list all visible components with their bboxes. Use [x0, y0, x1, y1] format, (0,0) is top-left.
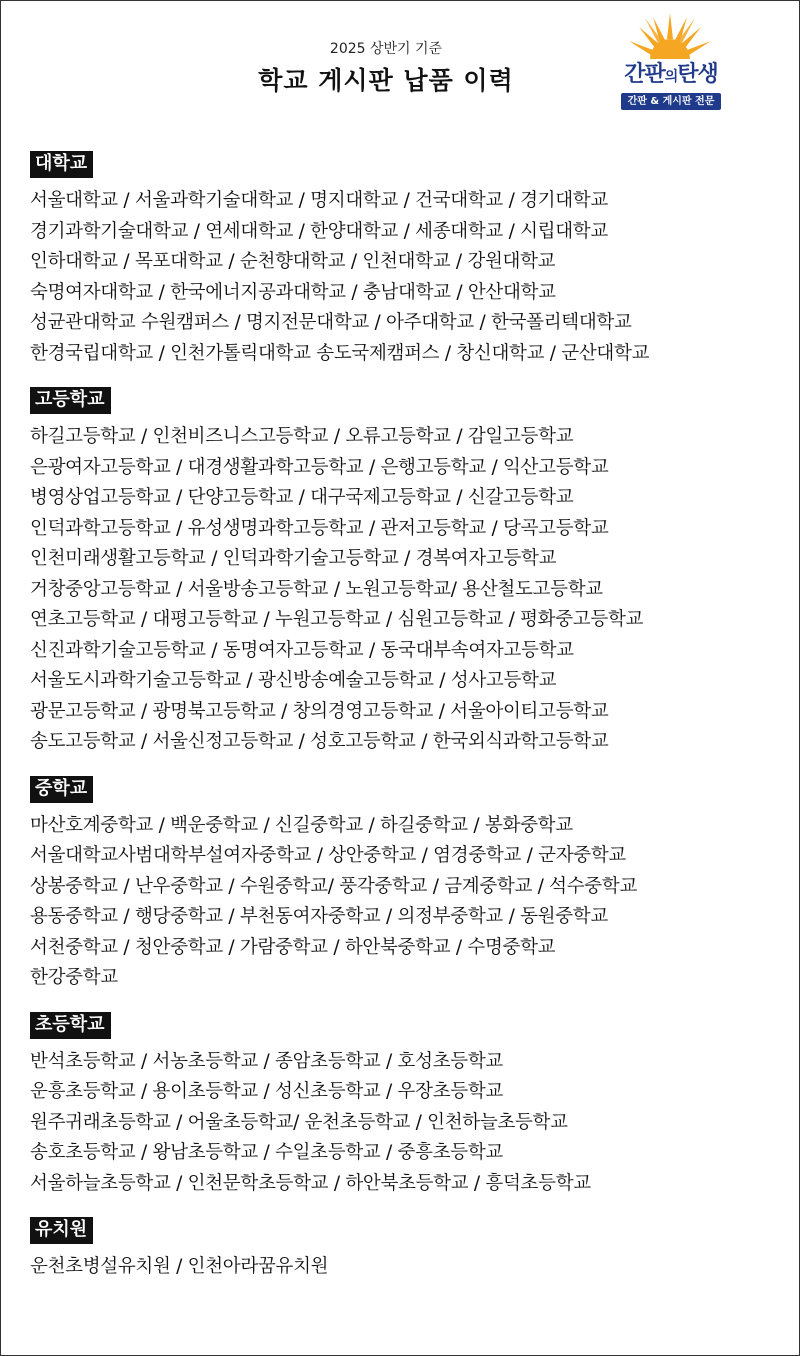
list-item: 인하대학교 / 목포대학교 / 순천향대학교 / 인천대학교 / 강원대학교	[30, 251, 556, 272]
list-item: 송호초등학교 / 왕남초등학교 / 수일초등학교 / 중흥초등학교	[30, 1142, 503, 1163]
list-item: 반석초등학교 / 서농초등학교 / 종암초등학교 / 호성초등학교	[30, 1050, 503, 1072]
list-item: 원주귀래초등학교 / 어울초등학교/ 운천초등학교 / 인천하늘초등학교	[30, 1111, 568, 1133]
list-item: 성균관대학교 수원캠퍼스 / 명지전문대학교 / 아주대학교 / 한국폴리텍대학교	[30, 312, 632, 333]
list-item: 경기과학기술대학교 / 연세대학교 / 한양대학교 / 세종대학교 / 시립대학교	[30, 220, 608, 242]
list-item: 서울대학교사범대학부설여자중학교 / 상안중학교 / 염경중학교 / 군자중학교	[30, 845, 626, 866]
list-item: 인천미래생활고등학교 / 인덕과학기술고등학교 / 경복여자고등학교	[30, 548, 557, 569]
content	[1, 151, 799, 1283]
logo-tagline: 간판 & 게시판 전문	[621, 93, 721, 110]
header	[1, 1, 799, 151]
list-item: 한경국립대학교 / 인천가톨릭대학교 송도국제캠퍼스 / 창신대학교 / 군산대학교	[30, 342, 650, 364]
section-title: 고등학교	[30, 387, 111, 414]
list-item: 송도고등학교 / 서울신정고등학교 / 성호고등학교 / 한국외식과학고등학교	[30, 731, 609, 752]
list-item: 용동중학교 / 행당중학교 / 부천동여자중학교 / 의정부중학교 / 동원중학교	[30, 906, 608, 927]
list-item: 은광여자고등학교 / 대경생활과학고등학교 / 은행고등학교 / 익산고등학교	[30, 456, 609, 478]
list-item: 한강중학교	[30, 967, 118, 988]
list-item: 서울대학교 / 서울과학기술대학교 / 명지대학교 / 건국대학교 / 경기대학교	[30, 190, 608, 211]
list-item: 상봉중학교 / 난우중학교 / 수원중학교/ 풍각중학교 / 금계중학교 / 석수중학교	[30, 875, 638, 897]
list-item: 운천초병설유치원 / 인천아라꿈유치원	[30, 1256, 329, 1277]
list-item: 운흥초등학교 / 용이초등학교 / 성신초등학교 / 우장초등학교	[30, 1081, 503, 1102]
sunburst-icon	[625, 9, 715, 61]
list-item: 서울하늘초등학교 / 인천문학초등학교 / 하안북초등학교 / 흥덕초등학교	[30, 1172, 591, 1194]
section-title: 초등학교	[30, 1012, 111, 1039]
list-item: 광문고등학교 / 광명북고등학교 / 창의경영고등학교 / 서울아이티고등학교	[30, 700, 609, 722]
list-item: 병영상업고등학교 / 단양고등학교 / 대구국제고등학교 / 신갈고등학교	[30, 487, 574, 508]
section-title: 중학교	[30, 776, 93, 803]
list-item: 거창중앙고등학교 / 서울방송고등학교 / 노원고등학교/ 용산철도고등학교	[30, 578, 603, 600]
list-item: 서천중학교 / 청안중학교 / 가람중학교 / 하안북중학교 / 수명중학교	[30, 936, 556, 958]
list-item: 하길고등학교 / 인천비즈니스고등학교 / 오류고등학교 / 감일고등학교	[30, 426, 574, 447]
list-item: 신진과학기술고등학교 / 동명여자고등학교 / 동국대부속여자고등학교	[30, 639, 574, 661]
page-subtitle: 2025 상반기 기준	[329, 41, 443, 57]
list-item: 연초고등학교 / 대평고등학교 / 누원고등학교 / 심원고등학교 / 평화중고등학교	[30, 609, 644, 630]
section-title: 유치원	[30, 1217, 93, 1244]
brand-logo	[611, 9, 731, 114]
section-university	[30, 151, 799, 369]
list-item: 서울도시과학기술고등학교 / 광신방송예술고등학교 / 성사고등학교	[30, 670, 557, 691]
page-title: 학교 게시판 납품 이력	[258, 66, 514, 95]
list-item: 인덕과학고등학교 / 유성생명과학고등학교 / 관저고등학교 / 당곡고등학교	[30, 517, 609, 539]
list-item: 마산호계중학교 / 백운중학교 / 신길중학교 / 하길중학교 / 봉화중학교	[30, 814, 573, 836]
list-item: 숙명여자대학교 / 한국에너지공과대학교 / 충남대학교 / 안산대학교	[30, 281, 556, 303]
section-kindergarten	[30, 1217, 799, 1283]
logo-name: 간판의탄생	[624, 62, 718, 87]
section-elementary-school	[30, 1012, 799, 1200]
section-title: 대학교	[30, 151, 93, 178]
section-high-school	[30, 387, 799, 758]
section-middle-school	[30, 776, 799, 994]
